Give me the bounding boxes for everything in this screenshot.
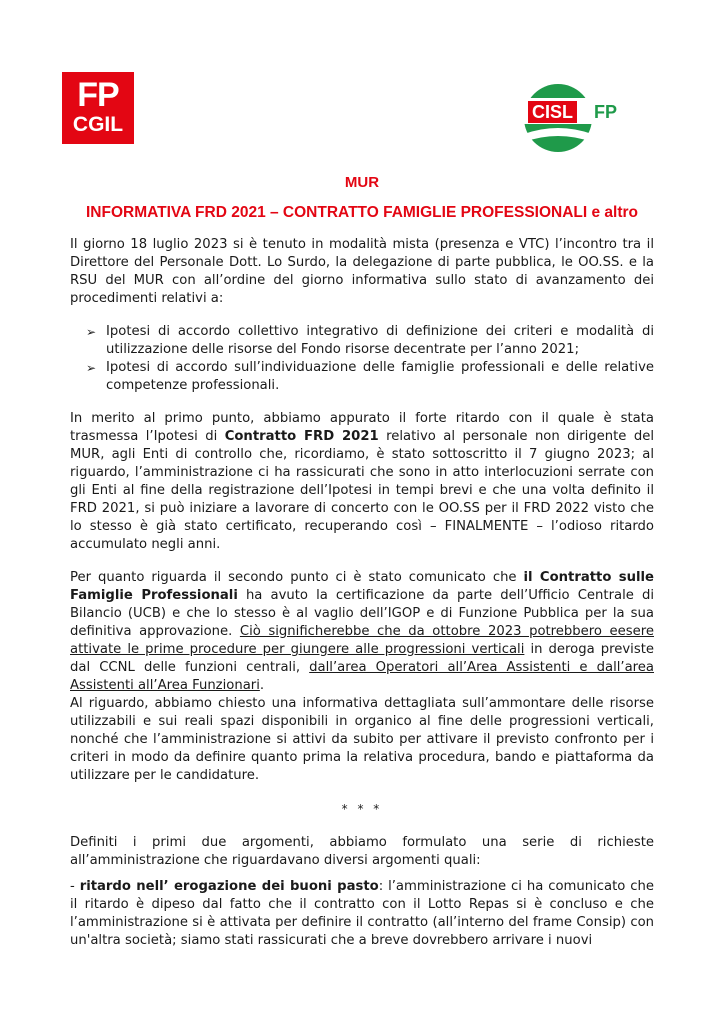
- cisl-logo-text: CISL: [528, 101, 577, 123]
- organization-heading: MUR: [344, 174, 380, 191]
- paragraph-famiglie-text-c: ha avuto la certificazione da parte dell’Ufficio Centrale di Bilancio (UCB) e che lo stesso è al vaglio dell’IGOP e di Funzione Pubblica per la sua definitiva approvazione.: [70, 588, 654, 639]
- agenda-item: [86, 359, 654, 395]
- paragraph-famiglie-text-a: Per quanto riguarda il secondo punto ci è stato comunicato che: [70, 570, 524, 585]
- document-body: [70, 236, 654, 965]
- paragraph-buoni-pasto-dash: -: [70, 879, 80, 894]
- agenda-item-text: Ipotesi di accordo sull’individuazione delle famiglie professionali e delle relative competenze professionali.: [106, 360, 654, 393]
- paragraph-famiglie-underline-2: dall’area Operatori all’Area Assistenti e dall’area Assistenti all’Area Funzionari: [70, 660, 654, 693]
- paragraph-buoni-pasto: [70, 878, 654, 950]
- fp-cgil-logo: [62, 72, 134, 144]
- cisl-fp-logo: [518, 84, 670, 156]
- paragraph-richieste: Definiti i primi due argomenti, abbiamo formulato una serie di richieste all’amministrazione che riguardavano diversi argomenti quali:: [70, 835, 654, 868]
- paragraph-intro: Il giorno 18 luglio 2023 si è tenuto in modalità mista (presenza e VTC) l’incontro tra il Direttore del Personale Dott. Lo Surdo, la delegazione di parte pubblica, le OO.SS. e la RSU del MUR con all’ordine del giorno informativa sullo stato di avanzamento dei procedimenti relativi a:: [70, 237, 654, 306]
- paragraph-famiglie-bold: il Contratto sulle Famiglie Professionali: [70, 570, 654, 603]
- agenda-item-text: Ipotesi di accordo collettivo integrativo di definizione dei criteri e modalità di utilizzazione delle risorse del Fondo risorse decentrate per l’anno 2021;: [106, 324, 654, 357]
- document-title: INFORMATIVA FRD 2021 – CONTRATTO FAMIGLIE PROFESSIONALI e altro: [85, 204, 639, 221]
- paragraph-frd-bold: Contratto FRD 2021: [224, 429, 379, 444]
- paragraph-buoni-pasto-bold: ritardo nell’ erogazione dei buoni pasto: [79, 879, 379, 894]
- paragraph-frd-text-a: In merito al primo punto, abbiamo appurato il forte ritardo con il quale è stata trasmessa l’Ipotesi di: [70, 411, 654, 444]
- agenda-list: [70, 323, 654, 395]
- paragraph-frd-text-c: relativo al personale non dirigente del MUR, agli Enti di controllo che, ricordiamo, è stato sottoscritto il 7 giugno 2023; al riguardo, l’amministrazione ci ha rassicurati che sono in atto interlocuzioni serrate con gli Enti al fine della registrazione dell’Ipotesi in tempi brevi e che una volta definito il FRD 2021, si può iniziare a lavorare di concerto con le OO.SS per il FRD 2022 visto che lo stesso è già stato certificato, recuperando così – FINALMENTE – l’odioso ritardo accumulato negli anni.: [70, 429, 654, 552]
- fp-cgil-logo-cgil: CGIL: [72, 113, 124, 136]
- paragraph-buoni-pasto-text: : l’amministrazione ci ha comunicato che il ritardo è dipeso dal fatto che il contratto con il Lotto Repas si è concluso e che l’amministrazione si è attivata per definire il contratto (all’interno del frame Consip) con un'altra società; siamo stati rassicurati che a breve dovrebbero arrivare i nuovi: [70, 879, 654, 948]
- paragraph-frd: [70, 410, 654, 554]
- paragraph-richiesta: Al riguardo, abbiamo chiesto una informativa dettagliata sull’ammontare delle risorse utilizzabili e sui reali spazi disponibili in organico al fine delle progressioni verticali, nonché che l’amministrazione si attivi da subito per attivare il previsto confronto per i criteri in modo da definire quanto prima la relativa procedura, bando e piattaforma da utilizzare per le candidature.: [70, 696, 654, 783]
- arrow-bullet-icon: ➢: [86, 361, 97, 375]
- paragraph-famiglie: [70, 569, 654, 695]
- agenda-item: [86, 323, 654, 359]
- arrow-bullet-icon: ➢: [86, 325, 97, 339]
- section-separator: * * *: [341, 802, 383, 816]
- paragraph-famiglie-underline-1: Ciò significherebbe che da ottobre 2023 potrebbero eesere attivate le prime procedure per giungere alle progressioni verticali: [70, 624, 654, 657]
- paragraph-famiglie-text-e: in deroga previste dal CCNL delle funzioni centrali,: [70, 642, 654, 675]
- paragraph-famiglie-text-g: .: [259, 678, 265, 693]
- fp-cgil-logo-fp: FP: [77, 76, 119, 114]
- fp-logo-text: FP: [594, 102, 618, 122]
